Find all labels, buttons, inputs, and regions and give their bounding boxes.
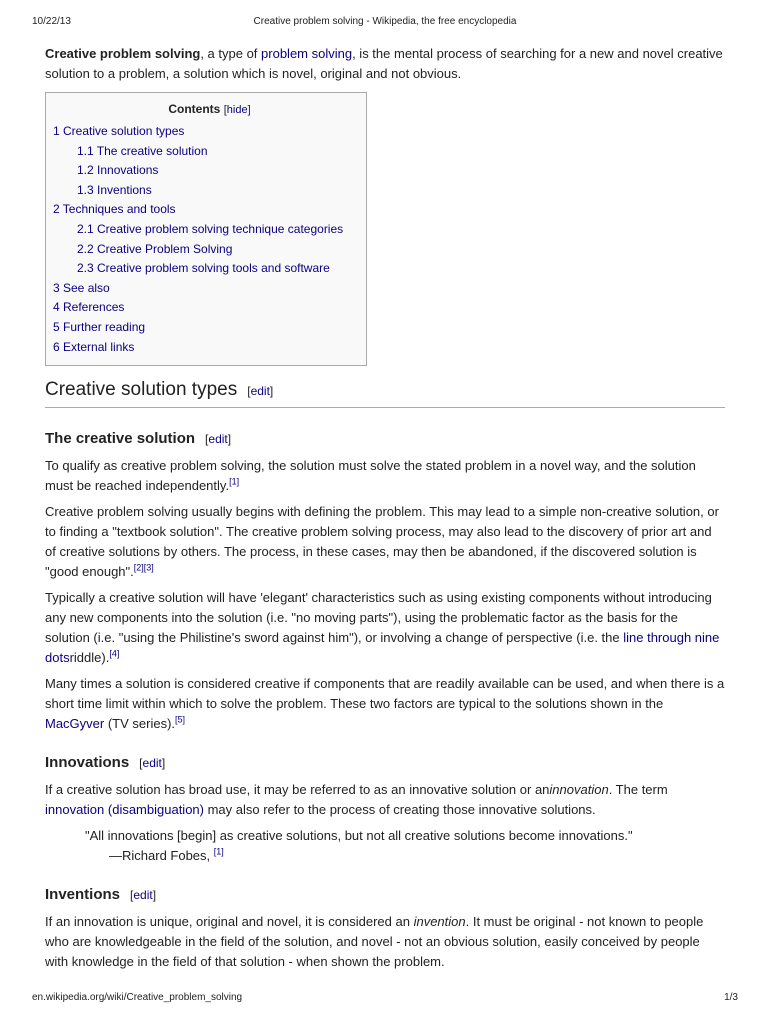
citation-ref[interactable]: [1] [229,476,240,487]
toc-heading: Contents [168,102,221,116]
paragraph-text: . The term [608,782,668,798]
paragraph-text: Many times a solution is considered creative if components that are readily available can be used, and when there is a short time limit within which to solve the problem. These two factors are typical to the solutions shown in the [45,676,725,712]
toc-item-6 [53,338,366,358]
print-title: Creative problem solving - Wikipedia, the free encyclopedia [253,16,517,27]
paragraph-text: Creative problem solving usually begins with defining the problem. This may lead to a simple non-creative solution, or to finding a "textbook solution". The creative problem solving process, may also lead to the discovery of prior art and of creative solutions by others. The process, in these cases, may then be abandoned, if the discovered solution is "good enough". [45,504,719,580]
paragraph-text: (TV series). [104,716,176,732]
toc-item-2-1 [53,220,366,240]
toc-hide-link[interactable]: hide [226,104,248,116]
edit-bracket: ] [269,384,274,399]
subsection-heading-inventions [45,884,725,906]
article-content [45,44,725,978]
print-footer [32,992,738,1006]
toc-link-further-reading[interactable]: 5 Further reading [53,319,146,334]
intro-bold-term: Creative problem solving [45,46,201,61]
toc-link-see-also[interactable]: 3 See also [53,280,110,295]
toc-title [53,99,366,120]
link-macgyver[interactable]: MacGyver [45,716,105,732]
edit-bracket: [ [247,384,251,399]
toc-item-5 [53,318,366,338]
paragraph [45,912,725,972]
toc-item-1-2 [53,161,366,181]
citation-ref[interactable]: [4] [109,648,120,659]
heading-text: Creative solution types [45,379,238,401]
intro-text: , is the mental process of searching for a new and novel creative solution to a problem, a solution which is novel, original and not obvious. [45,46,723,81]
paragraph-text: may also refer to the process of creating those innovative solutions. [203,802,596,818]
subsection-heading-the-creative-solution [45,428,725,450]
edit-link[interactable]: edit [250,384,270,399]
citation-ref[interactable]: [1] [213,846,224,857]
toc-item-1-3 [53,181,366,201]
toc-link-creative-problem-solving[interactable]: 2.2 Creative Problem Solving [77,241,233,256]
print-header [32,16,738,30]
quote-attribution [109,846,725,866]
toc-link-external-links[interactable]: 6 External links [53,339,135,354]
edit-section [139,756,165,770]
edit-bracket: ] [161,756,166,771]
italic-term: invention [413,914,466,930]
attribution-text: —Richard Fobes, [109,848,214,864]
heading-text: Innovations [45,754,130,772]
paragraph-text: Typically a creative solution will have 'elegant' characteristics such as using existing components without introducing any new components into the solution (i.e. "no moving parts"), using the problematic factor as the basis for the solution (i.e. "using the Philistine's sword against him"), or involving a change of perspective (i.e. the [45,590,712,646]
intro-text: , a type of [200,46,262,61]
table-of-contents [45,92,367,366]
toc-item-4 [53,298,366,318]
paragraph-text: . It must be original - not known to people who are knowledgeable in the field of the solution, and novel - not an obvious solution, easily conceived by people with knowledge in the field of that solution - when shown the problem. [45,914,704,970]
subsection-heading-innovations [45,752,725,774]
section-heading-creative-solution-types [45,378,725,408]
toc-link-the-creative-solution[interactable]: 1.1 The creative solution [77,143,208,158]
intro-paragraph [45,44,725,84]
paragraph-text: If a creative solution has broad use, it may be referred to as an innovative solution or an [45,782,550,798]
paragraph [45,588,725,668]
toc-link-inventions[interactable]: 1.3 Inventions [77,182,152,197]
edit-section [205,432,231,446]
edit-link[interactable]: edit [142,756,162,771]
toc-item-3 [53,279,366,299]
paragraph-text: If an innovation is unique, original and novel, it is considered an [45,914,414,930]
italic-term: innovation [549,782,609,798]
edit-bracket: [ [130,888,134,903]
edit-link[interactable]: edit [208,432,228,447]
toc-list [53,122,366,357]
edit-bracket: [ [139,756,143,771]
toc-item-2-2 [53,240,366,260]
print-date: 10/22/13 [32,16,71,27]
paragraph [45,456,725,496]
edit-bracket: ] [227,432,232,447]
paragraph-text: riddle). [69,650,110,666]
toc-link-techniques-and-tools[interactable]: 2 Techniques and tools [53,202,176,217]
toc-link-technique-categories[interactable]: 2.1 Creative problem solving technique categories [77,221,344,236]
print-url: en.wikipedia.org/wiki/Creative_problem_solving [32,992,243,1003]
edit-bracket: [ [205,432,209,447]
edit-bracket: ] [152,888,157,903]
edit-link[interactable]: edit [133,888,153,903]
toc-link-references[interactable]: 4 References [53,300,125,315]
heading-text: The creative solution [45,430,196,448]
toc-item-2 [53,200,366,220]
link-line-through-nine-dots[interactable]: line through nine dots [45,630,720,666]
toc-item-1-1 [53,142,366,162]
toc-item-1 [53,122,366,142]
toc-bracket: [ [223,104,227,116]
quote-text: "All innovations [begin] as creative solutions, but not all creative solutions become innovations." [85,828,633,844]
print-page-number: 1/3 [724,992,738,1003]
edit-section [247,384,273,398]
paragraph [45,674,725,734]
link-innovation-disambiguation[interactable]: innovation (disambiguation) [45,802,204,818]
paragraph [45,502,725,582]
paragraph-text: To qualify as creative problem solving, the solution must solve the stated problem in a novel way, and the solution must be reached independently. [45,458,696,494]
paragraph [45,780,725,820]
blockquote [85,826,725,866]
toc-link-innovations[interactable]: 1.2 Innovations [77,163,159,178]
edit-section [130,888,156,902]
toc-link-tools-and-software[interactable]: 2.3 Creative problem solving tools and software [77,261,330,276]
heading-text: Inventions [45,886,121,904]
toc-bracket: ] [247,104,251,116]
toc-link-creative-solution-types[interactable]: 1 Creative solution types [53,124,185,138]
citation-ref[interactable]: [2][3] [133,562,154,573]
link-problem-solving[interactable]: problem solving [261,46,353,61]
citation-ref[interactable]: [5] [175,714,186,725]
toc-item-2-3 [53,259,366,279]
